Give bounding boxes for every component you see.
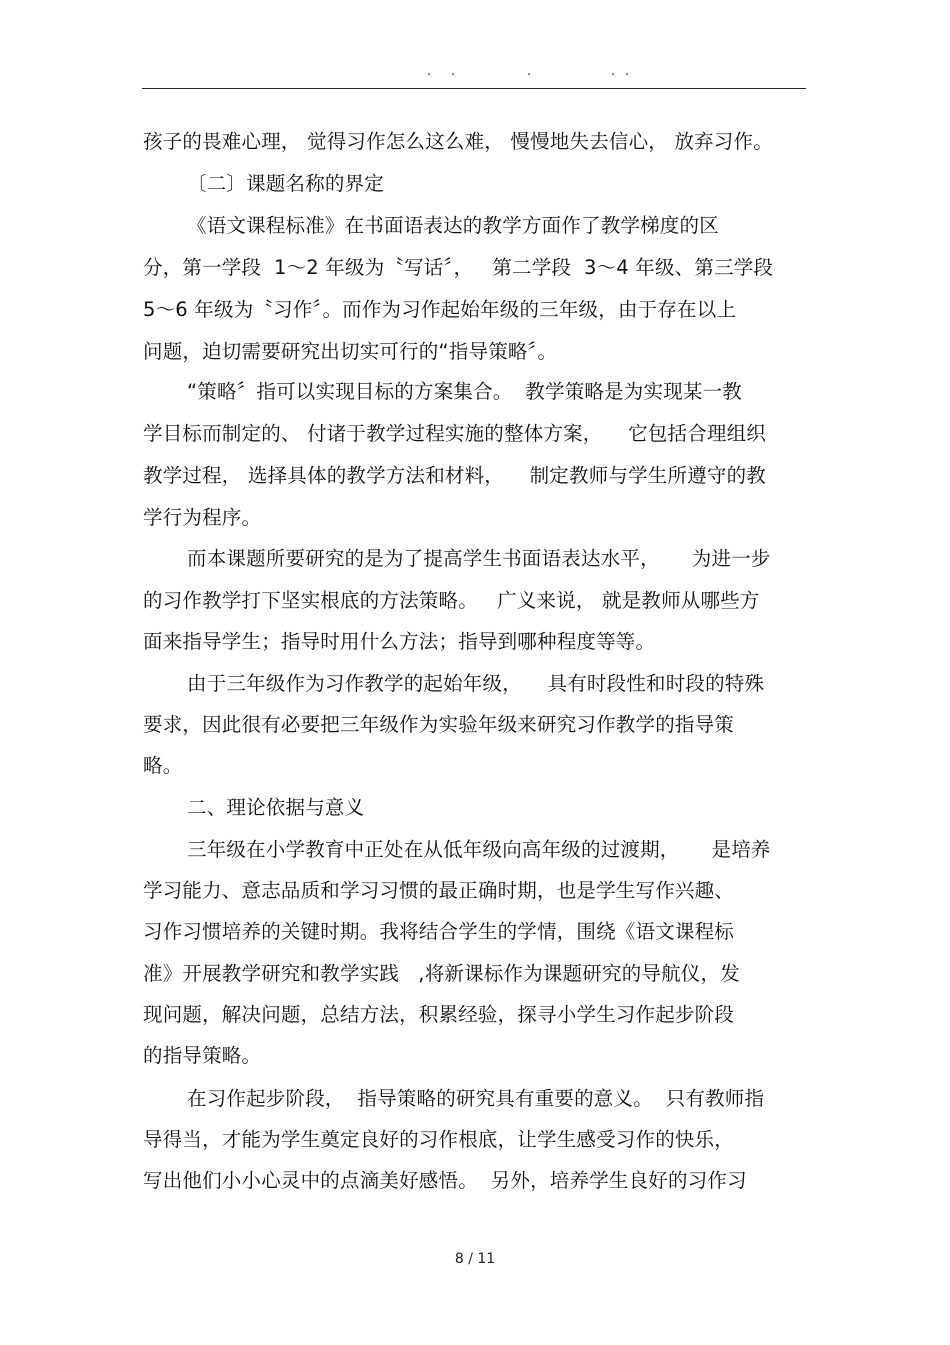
- body-line: 由于三年级作为习作教学的起始年级， 具有时段性和时段的特殊: [187, 672, 765, 695]
- header-dot: .: [611, 64, 616, 79]
- body-line: 习作习惯培养的关键时期。我将结合学生的学情，围绕《语文课程标: [143, 920, 735, 943]
- body-line: 教学过程， 选择具体的教学方法和材料， 制定教师与学生所遵守的教: [143, 464, 766, 487]
- body-line: 分，第一学段 1～2 年级为〝写话〞， 第二学段 3～4 年级、第三学段: [143, 256, 774, 279]
- body-line: 学习能力、意志品质和学习习惯的最正确时期，也是学生写作兴趣、: [143, 879, 735, 902]
- body-line: 的习作教学打下坚实根底的方法策略。 广义来说， 就是教师从哪些方: [143, 589, 760, 612]
- current-page: 8: [454, 1251, 464, 1267]
- body-line: 导得当，才能为学生奠定良好的习作根底，让学生感受习作的快乐，: [143, 1128, 735, 1151]
- page-number: [0, 1249, 950, 1269]
- header-dot: .: [625, 64, 630, 79]
- body-line: 略。: [143, 754, 183, 777]
- body-line: 学行为程序。: [143, 506, 262, 529]
- section-heading: 〔二〕课题名称的界定: [187, 172, 385, 195]
- body-line: 三年级在小学教育中正处在从低年级向高年级的过渡期， 是培养: [187, 838, 771, 861]
- page-header: [0, 62, 950, 82]
- body-line: 在习作起步阶段， 指导策略的研究具有重要的意义。 只有教师指: [187, 1087, 765, 1110]
- header-dot: .: [451, 64, 456, 79]
- body-line: 学目标而制定的、 付诸于教学过程实施的整体方案， 它包括合理组织: [143, 422, 766, 445]
- body-line: 的指导策略。: [143, 1044, 262, 1067]
- body-line: 问题，迫切需要研究出切实可行的“指导策略〞。: [143, 340, 558, 363]
- body-line: 写出他们小小心灵中的点滴美好感悟。 另外，培养学生良好的习作习: [143, 1169, 747, 1192]
- header-dot: .: [527, 64, 532, 79]
- body-line: “策略〞指可以实现目标的方案集合。 教学策略是为实现某一教: [187, 380, 742, 403]
- body-line: 5～6 年级为〝习作〞。而作为习作起始年级的三年级，由于存在以上: [143, 298, 737, 321]
- body-line: 要求，因此很有必要把三年级作为实验年级来研究习作教学的指导策: [143, 713, 735, 736]
- total-pages: 11: [477, 1251, 496, 1267]
- body-line: 现问题，解决问题，总结方法，积累经验，探寻小学生习作起步阶段: [143, 1003, 735, 1026]
- body-line: 孩子的畏难心理， 觉得习作怎么这么难， 慢慢地失去信心， 放弃习作。: [143, 130, 773, 153]
- section-heading: 二、理论依据与意义: [187, 796, 365, 819]
- body-line: 准》开展教学研究和教学实践 ,将新课标作为课题研究的导航仪，发: [143, 962, 740, 985]
- header-rule: [142, 88, 806, 89]
- body-line: 《语文课程标准》在书面语表达的教学方面作了教学梯度的区: [187, 214, 719, 237]
- body-line: 而本课题所要研究的是为了提高学生书面语表达水平， 为进一步: [187, 547, 771, 570]
- header-dot: .: [427, 64, 432, 79]
- body-line: 面来指导学生；指导时用什么方法；指导到哪种程度等等。: [143, 630, 656, 653]
- page-separator: /: [468, 1251, 473, 1267]
